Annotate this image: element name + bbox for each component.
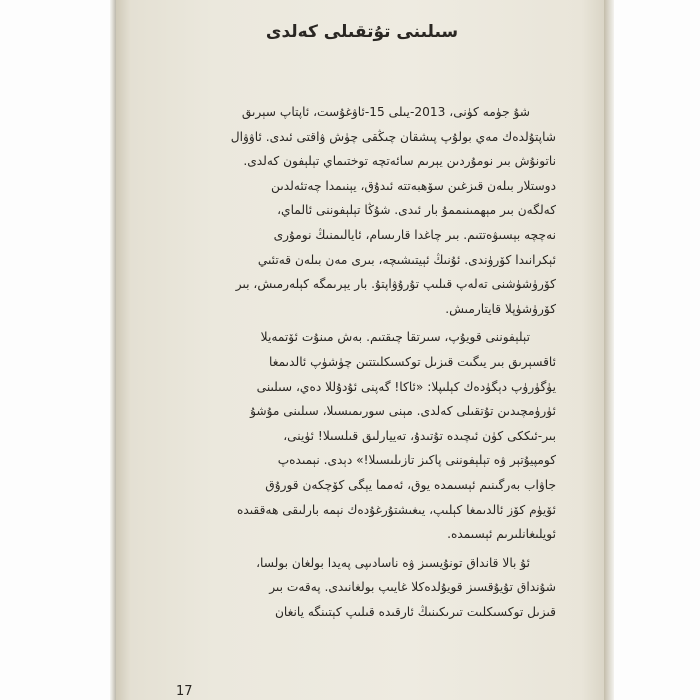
text-line: ئاقسېرىق بىر يىگىت قىزىل توكسىكلىتتىن چۈشۈپ ئالدىمغا	[269, 354, 556, 369]
paragraph-3	[168, 551, 556, 625]
text-line: شۇ جۈمە كۈنى، 2013-يىلى 15-ئاۋغۇست، ئاپتاپ سېرىق	[241, 105, 530, 119]
text-line: بىر-ئىككى كۈن ئىچىدە تۇتىدۇ، تەييارلىق قىلسىلا! ئۈينى،	[283, 428, 556, 443]
page-edge-right	[604, 0, 614, 700]
text-line: ئېكرانىدا كۆرۈندى. ئۇنىڭ ئېيتىشىچە، بىرى مەن بىلەن قەتئىي	[257, 252, 556, 267]
text-line: شۇنداق تۇيۇقسىز قويۇلدەكلا غايىپ بولغانىدى. پەقەت بىر	[269, 580, 556, 595]
text-line: دوستلار بىلەن قىزغىن سۆھبەتتە ئىدۇق، يېنىمدا چەتئەلدىن	[271, 178, 556, 193]
page-number: 17	[176, 684, 193, 699]
text-line: كومپيۇتېر ۋە تېلېفوننى پاكىز تازىلىسىلا!» دېدى. نېمىدەپ	[277, 453, 556, 468]
text-line: ئۆيۈم كۆز ئالدىمغا كېلىپ، يىغىشتۇرغۇدەك نېمە بارلىقى ھەققىدە	[236, 502, 556, 517]
text-line: نەچچە بېسىۋەتتىم. بىر چاغدا قارىسام، ئايالىمنىڭ نومۇرى	[273, 227, 556, 242]
text-line: ئويلىغانلىرىم ئېسىمدە.	[447, 527, 556, 542]
text-line: تېلېفوننى قويۇپ، سىرتقا چىقتىم. بەش مىنۇت ئۆتمەيلا	[260, 330, 530, 345]
chapter-title: سىلىنى تۇتقىلى كەلدى	[265, 22, 459, 42]
text-line: شاپتۇلدەك مەي بولۇپ پىشقان چىڭقى چۈش ۋاقتى ئىدى. ئاۋۋال	[230, 129, 556, 144]
text-line: كۆرۈشۈپلا قايتارمىش.	[445, 301, 556, 316]
text-line: كەلگەن بىر مېھمىنىممۇ بار ئىدى. شۇڭا تېلېفوننى ئالماي،	[277, 203, 556, 218]
paragraph-1	[168, 100, 556, 321]
text-line: قىزىل توكسىكلىت تىرىكىنىڭ ئارقىدە قىلىپ كېتىنگە يانغان	[274, 604, 556, 619]
text-line: ناتونۇش بىر نومۇردىن يېرىم سائەتچە توختىماي تېلېفون كەلدى.	[243, 154, 556, 169]
text-line: جاۋاب بەرگىنىم ئېسىمدە يوق، ئەمما يېگى كۆچكەن قورۇق	[265, 477, 556, 492]
text-line: ئۇ بالا قانداق تونۇيسىز ۋە ناسادىپى پەيدا بولغان بولسا،	[256, 555, 530, 570]
page-content	[168, 18, 556, 624]
text-line: يۈگۈرۈپ دېگۈدەك كېلىپلا: «ئاكا! گەپنى ئۇدۇللا دەي، سىلىنى	[256, 379, 556, 394]
text-line: ئۈرۈمچىدىن تۇتقىلى كەلدى. مېنى سورىمىسىلا، سىلىنى مۇشۇ	[250, 404, 556, 419]
text-line: كۆرۈشۈشنى تەلەپ قىلىپ تۇرۇۋاپتۇ. بار يېرىمگە كېلەرمىش، بىر	[235, 277, 556, 292]
paragraph-2	[168, 325, 556, 546]
